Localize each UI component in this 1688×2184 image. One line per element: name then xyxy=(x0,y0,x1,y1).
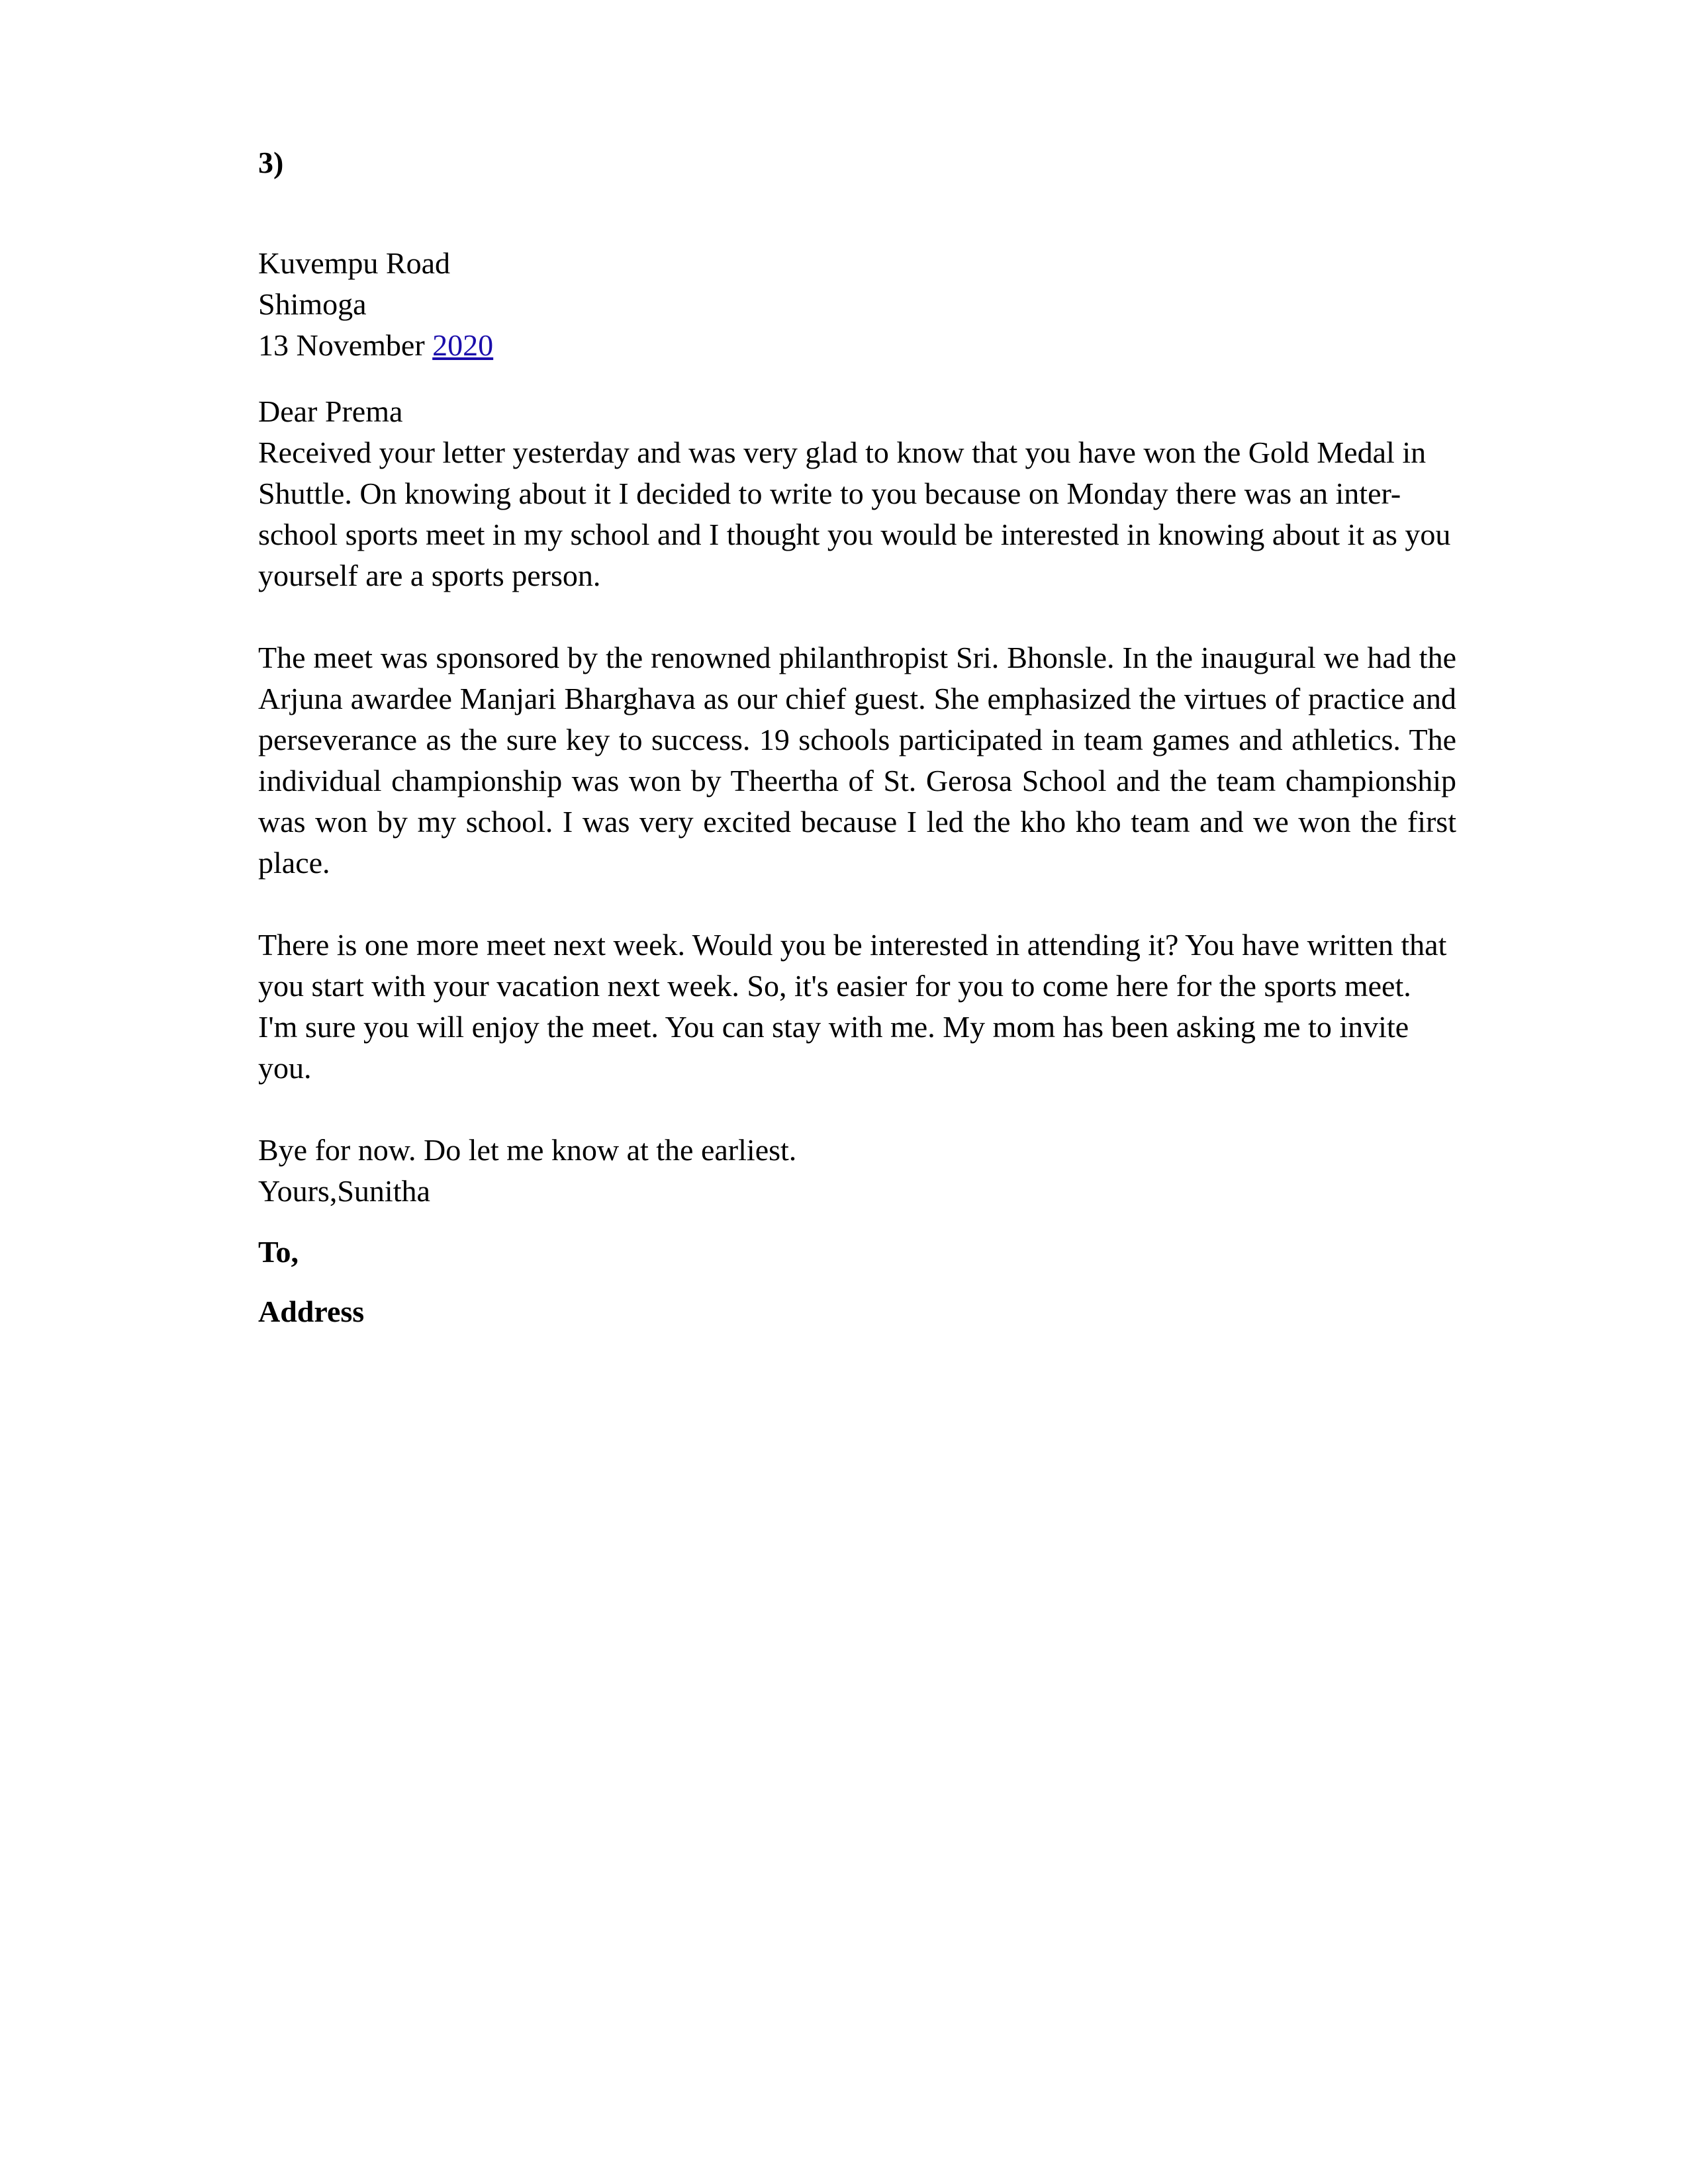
closing-line: Bye for now. Do let me know at the earliest. xyxy=(258,1133,797,1167)
paragraph-1: Received your letter yesterday and was very glad to know that you have won the Gold Medal in Shuttle. On knowing about it I decided to write to you because on Monday there was an inter-school sports meet in my school and I thought you would be interested in knowing about it as you yourself are a sports person. xyxy=(258,435,1451,592)
letter-date xyxy=(258,325,1456,366)
letter-date-year-link[interactable]: 2020 xyxy=(432,328,494,362)
closing xyxy=(258,1130,1456,1212)
signoff: Yours,Sunitha xyxy=(258,1174,430,1208)
question-number: 3) xyxy=(258,146,284,179)
sender-address-line2: Shimoga xyxy=(258,287,367,321)
sender-address xyxy=(258,243,1456,366)
paragraph-2: The meet was sponsored by the renowned philanthropist Sri. Bhonsle. In the inaugural we had the Arjuna awardee Manjari Bharghava as our chief guest. She emphasized the virtues of practice and perseverance as the sure key to success. 19 schools participated in team games and athletics. The individual championship was won by Theertha of St. Gerosa School and the team championship was won by my school. I was very excited because I led the kho kho team and we won the first place. xyxy=(258,641,1456,880)
greeting: Dear Prema xyxy=(258,394,403,428)
to-label: To, xyxy=(258,1235,299,1269)
paragraph-3: There is one more meet next week. Would you be interested in attending it? You have written that you start with your vacation next week. So, it's easier for you to come here for the sports meet. I'm sure you will enjoy the meet. You can stay with me. My mom has been asking me to invite you. xyxy=(258,928,1447,1085)
sender-address-line1: Kuvempu Road xyxy=(258,246,451,280)
address-label: Address xyxy=(258,1295,365,1328)
letter-content xyxy=(258,142,1456,1332)
letter-date-day-month: 13 November xyxy=(258,328,433,362)
